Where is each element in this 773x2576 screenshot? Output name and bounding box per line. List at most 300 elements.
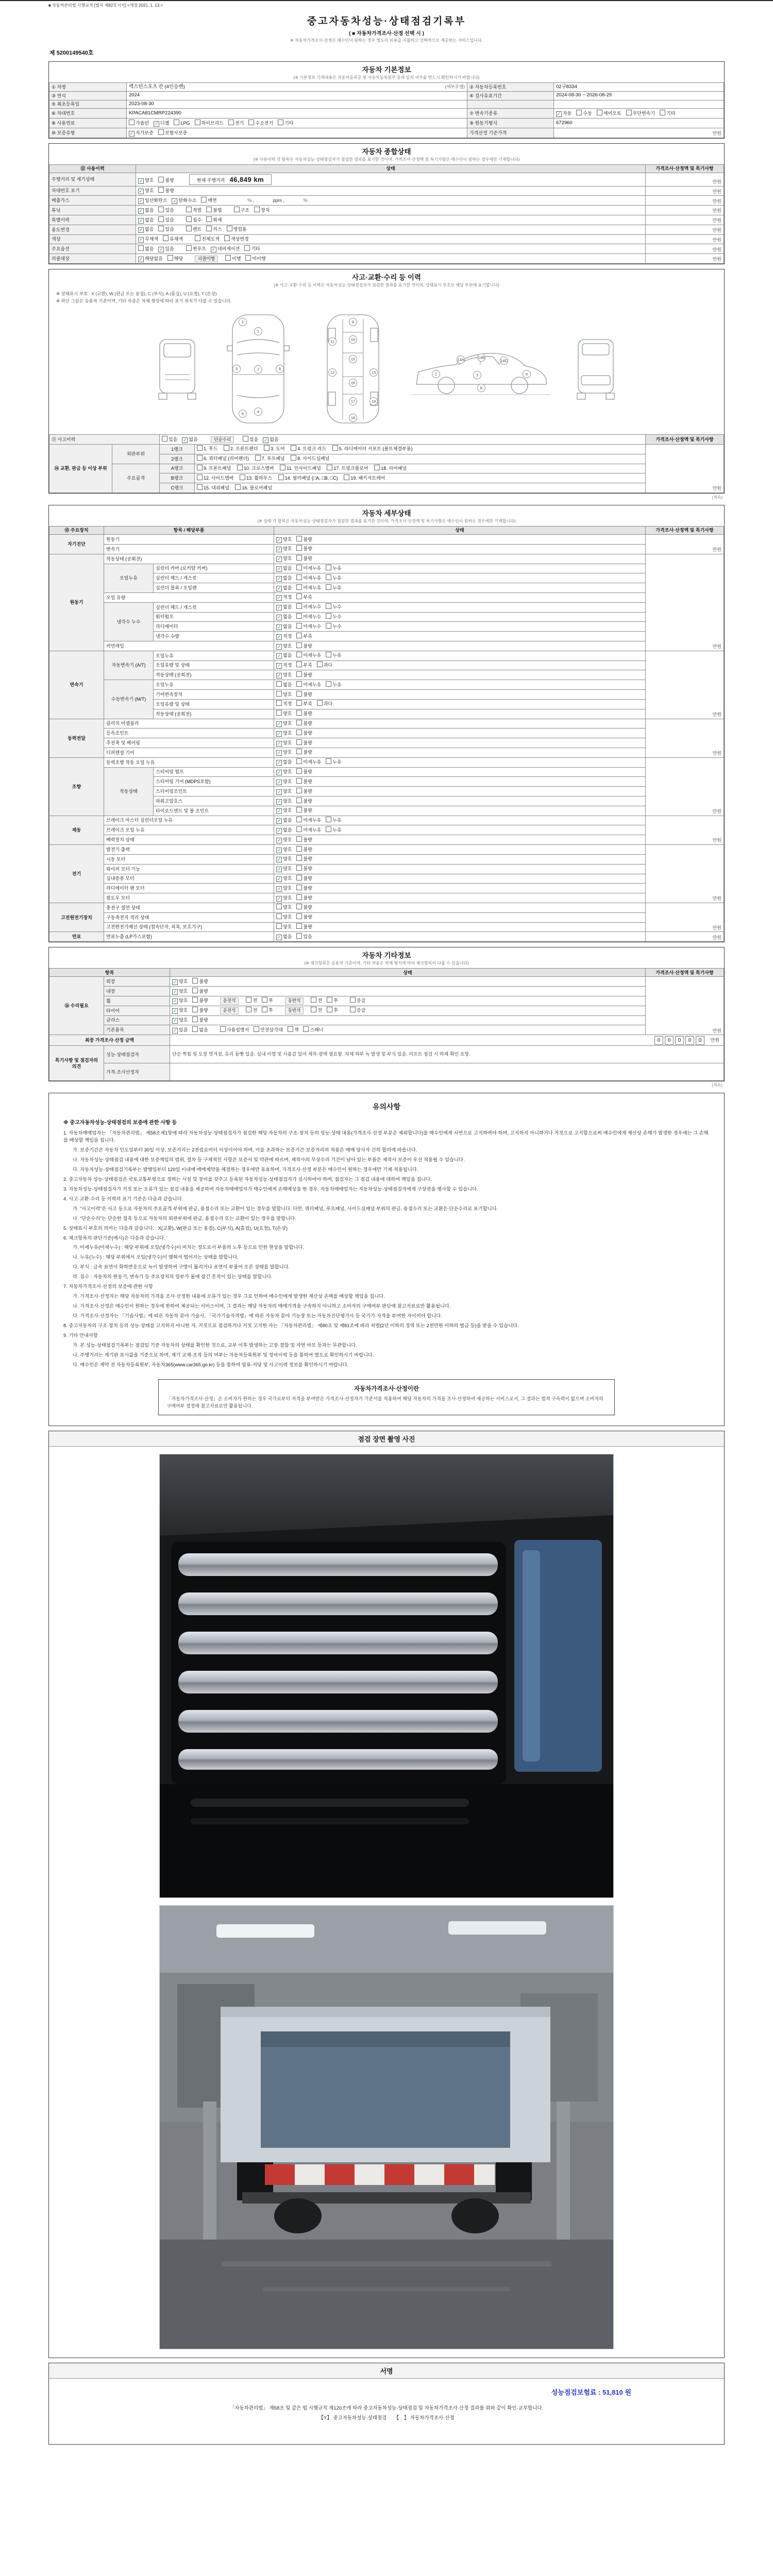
- checkbox-unchecked: 누유: [326, 565, 341, 571]
- status-cell: [170, 987, 646, 996]
- option-group: [138, 198, 222, 204]
- inline-sublabel: 동반석: [285, 997, 304, 1004]
- basic-info-title: 자동차 기본정보: [362, 66, 411, 74]
- checkbox-checked: ✓ 양호: [277, 536, 292, 543]
- checkbox-unchecked: 없음: [192, 1026, 208, 1033]
- rank-label: A랭크: [160, 464, 195, 473]
- status-text: ％ , ppm , ％: [228, 197, 308, 203]
- column-header: 항목: [49, 969, 170, 977]
- checkbox-box-icon: ✓: [129, 130, 134, 136]
- odometer-box: 현재 주행거리 46,849 km: [189, 174, 272, 185]
- svg-text:8: 8: [278, 366, 281, 371]
- checkbox-checked: ✓ 양호: [277, 798, 292, 804]
- column-header: ⑮ 주요장치: [49, 526, 104, 534]
- field-label: ⑩ 보증유형: [49, 128, 127, 138]
- notice-paragraph: 나. “단순수리”는 단순한 접촉 등으로 자동차의 외판부위에 판금, 용접수리 또는 교환이 있는 경우를 말합니다.: [73, 1215, 296, 1221]
- warranty-options: [127, 128, 467, 138]
- checkbox-checked: ✓ 없음: [139, 207, 154, 213]
- status-cell: [274, 602, 646, 612]
- field-label: 특별이력: [49, 215, 136, 225]
- checkbox-unchecked: 구조: [234, 207, 249, 213]
- device-group-label: 변속기: [49, 651, 104, 719]
- column-header: 가격조사·산정액 및 특기사항: [646, 435, 724, 445]
- checkbox-box-icon: [296, 826, 302, 832]
- column-header: 가격조사·산정액 및 특기사항: [646, 526, 724, 534]
- checkbox-checked: ✓ 없음: [277, 623, 292, 630]
- price-unit-cell: 만원: [646, 816, 724, 844]
- checkbox-unchecked: 안전삼각대: [254, 1026, 282, 1033]
- checkbox-unchecked: 미세누유: [296, 817, 321, 823]
- checkbox-unchecked: 없음: [276, 681, 292, 688]
- checkbox-box-icon: ✓: [173, 198, 177, 204]
- status-cell: [170, 1025, 646, 1035]
- option-group: [186, 246, 265, 252]
- status-cell: [274, 767, 646, 777]
- price-unit-cell: 만원: [646, 977, 724, 1035]
- panel-checkbox-unchecked: 17. 트렁크플로어: [327, 465, 368, 471]
- device-group-label: 전기: [49, 845, 104, 903]
- checkbox-box-icon: [246, 997, 251, 1003]
- checkbox-unchecked: 하이브리드: [195, 120, 224, 126]
- notice-paragraph: 다. 매수인은 계약 전 자동차등록원부, 자동차365(www.car365.go.kr) 등을 통하여 압류·저당 및 사고이력 정보를 확인하시기 바랍니다.: [73, 1362, 349, 1367]
- field-label: 튜닝: [49, 206, 136, 215]
- status-cell: [274, 592, 646, 602]
- option-group: [234, 208, 275, 213]
- checkbox-box-icon: [296, 933, 302, 939]
- checkbox-box-icon: [192, 1007, 198, 1012]
- vehicle-name-value: 렉스턴스포츠 칸 (4인승밴) (세부모델): [127, 83, 467, 92]
- checkbox-checked: ✓ 양호: [139, 188, 154, 194]
- checkbox-checked: ✓ 적정: [277, 663, 292, 669]
- option-group: [172, 979, 213, 985]
- item-label: 라디에이터: [154, 622, 274, 632]
- status-cell: [170, 977, 646, 987]
- option-group: [172, 1008, 213, 1013]
- detail-title: 자동차 세부상태: [362, 509, 411, 517]
- status-cell: [274, 864, 646, 874]
- field-label: ② 자동차등록번호: [467, 83, 554, 92]
- checkbox-box-icon: [597, 110, 602, 115]
- checkbox-box-icon: [167, 255, 173, 261]
- etc-item-label: 휠: [104, 996, 170, 1006]
- option-group: [311, 998, 342, 1004]
- page-subtitle-note: ※ 자동차가격조사·산정은 매수인이 원하는 경우 별도의 비용을 지불하고 선택적으로 제공받는 서비스입니다.: [290, 38, 483, 43]
- checkbox-box-icon: [660, 110, 665, 115]
- checkbox-box-icon: ✓: [277, 585, 281, 591]
- inline-sublabel: 리콜이행: [195, 256, 218, 262]
- checkbox-box-icon: ✓: [277, 808, 281, 814]
- notices-title: 유의사항: [372, 1103, 401, 1111]
- checkbox-box-icon: [206, 226, 212, 231]
- checkbox-checked: ✓ 적정: [277, 633, 292, 639]
- state-code-legend: ※ 상태표시 부호 : X (교환), W (판금 또는 용접), C (부식), A (흠집), U (요철), T (손상): [56, 291, 217, 297]
- checkbox-box-icon: [296, 642, 302, 648]
- checkbox-unchecked: 미세누유: [296, 565, 321, 571]
- checkbox-box-icon: [326, 826, 331, 832]
- checkbox-unchecked: 불량: [296, 710, 312, 717]
- status-cell: [274, 893, 646, 903]
- checkbox-box-icon: ✓: [277, 789, 281, 794]
- checkbox-box-icon: ✓: [277, 760, 281, 766]
- checkbox-box-icon: [248, 120, 254, 125]
- price-unit-cell: 만원: [646, 535, 724, 554]
- overall-note: (※ 사용이력 각 항목은 자동차성능·상태점검자가 점검한 결과를 표기한 것이며, 가격조사·산정액 및 특기사항은 매수인이 원하는 경우에만 기재합니다): [253, 157, 520, 162]
- checkbox-box-icon: [163, 235, 169, 241]
- checkbox-box-icon: ✓: [277, 547, 281, 552]
- checkbox-checked: ✓ 양호: [277, 885, 292, 891]
- notice-paragraph: 나. 가격조사·산정은 매수인이 원하는 경우에 한하여 제공되는 서비스이며, 그 결과는 해당 자동차의 매매가격을 구속하지 아니하고 소비자의 구매여부 판단에 참고자료로만 활용됩니다.: [73, 1303, 451, 1309]
- checkbox-unchecked: 불량: [158, 187, 174, 194]
- checkbox-unchecked: 사용설명서: [220, 1026, 249, 1033]
- item-label: 원동기: [104, 535, 274, 545]
- diagram-basis-legend: ※ 하단 그림은 승용차 기준이며, 기타 차종은 차체 형상에 따라 표기 위치가 다를 수 있습니다.: [56, 298, 232, 304]
- checkbox-box-icon: [228, 120, 234, 125]
- checkbox-unchecked: LPG: [174, 120, 190, 126]
- column-header: 가격조사·산정액 및 특기사항: [646, 164, 724, 173]
- base-price-unit: 만원: [554, 128, 724, 138]
- status-cell: [274, 757, 646, 767]
- checkbox-checked: ✓ 없음: [277, 818, 292, 824]
- document-number: 제 5200149540호: [49, 50, 94, 56]
- panel-checkbox-unchecked: 13. 휠하우스: [240, 474, 272, 481]
- checkbox-box-icon: ✓: [277, 643, 281, 649]
- checkbox-checked: ✓ 양호: [173, 988, 188, 994]
- field-label: [467, 100, 554, 109]
- status-cell: [136, 196, 646, 206]
- checkbox-unchecked: 무단변속기: [626, 110, 655, 116]
- notice-paragraph: 가. 미세누유(미세누수) : 해당 부위에 오일(냉각수)이 비치는 정도로서 부품의 노후 등으로 인한 현상을 말합니다.: [73, 1245, 304, 1250]
- option-group: [138, 188, 179, 194]
- checkbox-box-icon: [192, 978, 198, 984]
- checkbox-box-icon: [296, 798, 302, 803]
- checkbox-box-icon: [296, 788, 302, 793]
- status-cell: [274, 884, 646, 893]
- checkbox-box-icon: [234, 207, 240, 212]
- checkbox-box-icon: [162, 436, 167, 442]
- car-side-view-diagram: [409, 337, 553, 401]
- field-label: 색상: [49, 234, 136, 244]
- checkbox-checked: ✓ 없음: [277, 585, 292, 591]
- svg-text:7: 7: [257, 367, 260, 372]
- device-group-label: 연료: [49, 932, 104, 942]
- item-label: 디퍼렌셜 기어: [104, 748, 274, 757]
- checkbox-box-icon: ✓: [277, 566, 281, 572]
- status-cell: [274, 912, 646, 922]
- item-label: 스티어링조인트: [154, 787, 274, 796]
- panel-checkbox-unchecked: 2. 프론트펜더: [224, 445, 258, 452]
- checkbox-box-icon: ✓: [277, 770, 281, 775]
- status-cell: [274, 835, 646, 845]
- etc-item-label: 글라스: [104, 1015, 170, 1025]
- inspection-photo-front-grille: [159, 1454, 614, 1898]
- checkbox-unchecked: 후: [327, 997, 338, 1004]
- checkbox-unchecked: 후: [327, 1007, 338, 1013]
- checkbox-unchecked: 불량: [296, 913, 312, 920]
- checkbox-checked: ✓ 네비게이션: [211, 246, 240, 252]
- checkbox-box-icon: [129, 120, 135, 125]
- etc-title: 자동차 기타정보: [362, 952, 411, 960]
- field-label: 주행거리 및 계기상태: [49, 173, 136, 187]
- checkbox-box-icon: [296, 836, 302, 842]
- checkbox-checked: ✓ 양호: [277, 556, 292, 562]
- field-label: ③ 연식: [49, 91, 127, 100]
- inspector-opinion-label: 특기사항 및 점검자의 의견: [49, 1046, 104, 1081]
- checkbox-unchecked: 누유: [326, 652, 341, 658]
- item-label: 시동 모터: [104, 854, 274, 864]
- item-label: 스티어링 기어 (MDPS포함): [154, 777, 274, 787]
- item-label: 워터펌프: [154, 612, 274, 622]
- inspection-record-document: [48, 1, 725, 2445]
- item-label: 커먼레일: [104, 641, 274, 651]
- checkbox-box-icon: [296, 807, 302, 812]
- checkbox-checked: ✓ 없음: [277, 934, 292, 940]
- odometer-value: 46,849 km: [229, 175, 264, 183]
- status-cell: [136, 215, 646, 225]
- item-label: 와이퍼 모터 기능: [104, 864, 274, 874]
- checkbox-box-icon: [303, 1026, 309, 1032]
- checkbox-unchecked: 침수: [186, 216, 201, 223]
- panel-checkbox-unchecked: 7. 루프패널: [255, 455, 285, 462]
- checkbox-box-icon: ✓: [264, 437, 268, 443]
- checkbox-unchecked: 있음: [158, 207, 174, 213]
- checkbox-box-icon: [246, 1007, 251, 1012]
- checkbox-box-icon: [311, 997, 316, 1003]
- checkbox-unchecked: 후: [262, 997, 273, 1004]
- status-cell: [136, 186, 646, 196]
- continuation-marker: (계속): [712, 1083, 722, 1088]
- checkbox-unchecked: 누유: [326, 681, 341, 688]
- checkbox-box-icon: [296, 739, 302, 745]
- item-label: 배력장치 상태: [104, 835, 274, 845]
- sub-assembly-label: 작동상태: [104, 767, 154, 816]
- checkbox-box-icon: [326, 758, 331, 764]
- sub-assembly-label: 수동변속기 (M/T): [104, 680, 154, 719]
- field-label: ⑬ 사고이력: [49, 435, 160, 445]
- final-price-label: 최종 가격조사·산정 금액: [49, 1035, 170, 1046]
- repair-needed-group-label: ⑯ 수리필요: [49, 977, 104, 1035]
- item-label: 오일누유: [154, 680, 274, 690]
- transmission-options: [554, 109, 724, 118]
- checkbox-box-icon: [186, 226, 192, 231]
- checkbox-unchecked: 후: [262, 1007, 273, 1013]
- notice-paragraph: 4. 사고·교환·수리 등 이력의 표기 기준은 다음과 같습니다.: [63, 1196, 183, 1201]
- option-group: [138, 246, 179, 252]
- checkbox-box-icon: ✓: [277, 876, 281, 882]
- checkbox-box-icon: [224, 235, 230, 241]
- notice-paragraph: 다. 자동차성능·상태점검기록부는 발행일부터 120일 이내에 매매계약을 체결하는 경우에만 유효하며, 가격조사·산정 부분은 매수인이 원하는 경우에만 기재·적용됩니다.: [73, 1166, 418, 1172]
- checkbox-unchecked: 불량: [296, 836, 312, 843]
- checkbox-unchecked: 불량: [296, 778, 312, 785]
- checkbox-box-icon: ✓: [277, 895, 281, 901]
- checkbox-box-icon: [296, 923, 302, 929]
- status-cell: [274, 748, 646, 757]
- item-label: 브레이크 마스터 실린더오일 누유: [104, 816, 274, 825]
- item-label: 오일유량 및 상태: [154, 699, 274, 709]
- checkbox-unchecked: 기타: [660, 110, 675, 116]
- checkbox-box-icon: [326, 652, 331, 657]
- checkbox-box-icon: ✓: [277, 818, 281, 824]
- svg-text:11: 11: [330, 339, 334, 344]
- checkbox-checked: ✓ 양호: [277, 778, 292, 785]
- svg-text:9: 9: [351, 319, 355, 325]
- item-label: 발전기 출력: [104, 845, 274, 855]
- checkbox-box-icon: ✓: [557, 111, 561, 116]
- checkbox-box-icon: ✓: [159, 246, 163, 252]
- price-unit-cell: 만원: [646, 903, 724, 931]
- price-unit-cell: 만원: [646, 651, 724, 719]
- checkbox-box-icon: [296, 730, 302, 735]
- price-unit-cell: 만원: [646, 234, 724, 244]
- checkbox-unchecked: 있음: [158, 226, 174, 232]
- checkbox-unchecked: 양호: [276, 904, 292, 910]
- checkbox-unchecked: 양호: [276, 710, 292, 717]
- checkbox-checked: ✓ 없음: [277, 827, 292, 833]
- notice-paragraph: 3. 자동차성능·상태점검자가 거짓 또는 오류가 있는 점검 내용을 제공하여 자동차매매업자가 매수인에게 손해배상을 한 경우, 자동차매매업자는 자동차성능·상태점검자에게 구상권을 행사할 수 있습니다.: [63, 1186, 478, 1192]
- fee-label: 성능점검보험료 :: [551, 2388, 601, 2396]
- checkbox-box-icon: [326, 565, 331, 570]
- overall-title: 자동차 종합상태: [362, 147, 411, 156]
- checkbox-box-icon: [326, 681, 331, 687]
- detail-note: (※ 상태 각 항목은 자동차성능·상태점검자가 점검한 결과를 표기한 것이며, 가격조사·산정액 및 특기사항은 매수인이 원하는 경우에만 기재합니다): [257, 518, 516, 523]
- checkbox-box-icon: [311, 1007, 316, 1012]
- checkbox-box-icon: [296, 855, 302, 861]
- notice-paragraph: 나. 누유(누수) : 해당 부위에서 오일(냉각수)이 맺혀서 떨어지는 상태를 말합니다.: [73, 1255, 239, 1260]
- checkbox-box-icon: [296, 710, 302, 716]
- checkbox-unchecked: 미세누유: [296, 652, 321, 658]
- checkbox-box-icon: ✓: [277, 867, 281, 872]
- inspection-photos-section: [48, 1431, 725, 2358]
- checkbox-box-icon: [192, 988, 198, 993]
- checkbox-box-icon: [220, 1026, 226, 1032]
- price-unit-cell: 만원: [646, 215, 724, 225]
- checkbox-unchecked: 불량: [296, 768, 312, 775]
- checkbox-unchecked: 스패너: [303, 1026, 323, 1033]
- price-unit-cell: 만원: [646, 444, 724, 493]
- checkbox-unchecked: 불량: [296, 865, 312, 872]
- checkbox-box-icon: [326, 613, 331, 619]
- checkbox-unchecked: 양호: [276, 913, 292, 920]
- checkbox-unchecked: 누수: [326, 603, 341, 610]
- svg-text:6: 6: [241, 411, 244, 416]
- checkbox-unchecked: 과다: [317, 700, 332, 707]
- svg-text:13: 13: [371, 370, 376, 375]
- price-unit-cell: 만원: [646, 845, 724, 903]
- checkbox-box-icon: [326, 584, 331, 590]
- checkbox-unchecked: 미세누수: [296, 603, 321, 610]
- checkbox-unchecked: 누유: [326, 584, 341, 591]
- checkbox-box-icon: [192, 997, 198, 1003]
- checkbox-checked: ✓ 탄화수소: [173, 197, 197, 204]
- checkbox-checked: ✓ 없음: [277, 566, 292, 572]
- checkbox-box-icon: ✓: [277, 615, 281, 620]
- checkbox-box-icon: ✓: [173, 1018, 177, 1024]
- etc-item-label: 외장: [104, 977, 170, 987]
- sub-assembly-label: 자동변속기 (A/T): [104, 651, 154, 680]
- checkbox-unchecked: 과다: [317, 662, 332, 668]
- checkbox-unchecked: 적정: [276, 700, 292, 707]
- checkbox-box-icon: [244, 245, 250, 251]
- checkbox-unchecked: 장치: [254, 207, 270, 213]
- svg-text:18: 18: [350, 415, 356, 420]
- model-year-value: 2024: [127, 91, 467, 100]
- item-label: 실린더 블록 / 오일팬: [154, 583, 274, 593]
- item-label: 고전원전기배선 상태 (접속단자, 피복, 보호기구): [104, 922, 274, 932]
- svg-text:3: 3: [235, 366, 238, 371]
- checkbox-unchecked: 보험사보증: [158, 129, 187, 136]
- panel-checkbox-unchecked: 4. 트렁크 리드: [291, 445, 326, 452]
- checkbox-checked: ✓ 양호: [277, 721, 292, 727]
- checkbox-box-icon: [276, 681, 282, 687]
- option-group: [195, 236, 254, 242]
- checkbox-unchecked: 기타: [244, 245, 260, 252]
- price-unit-cell: 만원: [646, 254, 724, 264]
- device-group-label: 동력전달: [49, 719, 104, 757]
- panel-checkbox-unchecked: 11. 인사이드패널: [280, 465, 321, 471]
- sub-assembly-label: 오일누유: [104, 564, 154, 592]
- checkbox-box-icon: [296, 681, 302, 687]
- panel-part-label: 주요골격: [112, 464, 160, 493]
- status-cell: [274, 825, 646, 835]
- checkbox-checked: ✓ 양호: [173, 1018, 188, 1024]
- checkbox-unchecked: 불량: [192, 1016, 208, 1023]
- accident-note: (※ 사고·교환·수리 등 이력은 자동차성능·상태점검자가 점검한 결과를 표기한 것이며, 상태표시 부호로 해당 부위에 표기합니다): [274, 283, 499, 288]
- checkbox-checked: ✓ 양호: [277, 856, 292, 862]
- checkbox-checked: ✓ 양호: [277, 730, 292, 736]
- column-header: 상태: [170, 969, 646, 977]
- checkbox-checked: ✓ 적정: [277, 595, 292, 601]
- item-label: 브레이크 오일 누유: [104, 825, 274, 835]
- checkbox-checked: ✓ 디젤: [154, 120, 170, 126]
- notice-paragraph: 6. 체크항목의 판단기준(예시)은 다음과 같습니다.: [63, 1235, 165, 1241]
- column-header: 가격조사·산정액 및 특기사항: [646, 969, 724, 977]
- notice-paragraph: 1. 자동차매매업자는 「자동차관리법」 제58조제1항에 따라 자동차성능·상태점검자가 점검한 해당 자동차의 구조·장치 등의 성능·상태 내용(가격조사·산정 부분은 제외합니다)을 매수인에게 서면으로 고지하여야 하며, 고지하지 아니하거나 거짓으로 고지함으로써 매수인에게 재산상 손해가 발생한 경우에는 그 손해를 배상할 책임을 집니다.: [63, 1130, 709, 1143]
- svg-text:10: 10: [350, 337, 356, 342]
- checkbox-box-icon: [276, 913, 282, 919]
- checkbox-unchecked: 미이행: [245, 255, 265, 262]
- status-cell: [274, 874, 646, 884]
- checkbox-checked: ✓ 양호: [277, 788, 292, 794]
- notices-intro: ※ 중고자동차성능·상태점검의 보증에 관한 사항 등: [63, 1120, 177, 1126]
- checkbox-box-icon: ✓: [277, 740, 281, 746]
- checkbox-unchecked: 전체도색: [195, 235, 220, 242]
- option-group: [138, 236, 188, 242]
- option-group: [138, 178, 179, 183]
- checkbox-box-icon: ✓: [139, 189, 143, 194]
- price-appraisal-definition-body: 「자동차가격조사·산정」은 소비자가 원하는 경우 국가로부터 자격을 부여받은 가격조사·산정자가 기준서를 적용하여 해당 자동차의 가격을 조사·산정하여 제공하는 서비스로서, 그 결과는 법적 구속력이 없으며 소비자의 구매여부 결정에 참고자료로만 활용됩니다.: [166, 1396, 603, 1409]
- device-group-label: 고전원전기장치: [49, 903, 104, 931]
- plate-number-value: 02구8334: [554, 83, 724, 92]
- rank-label: 1랭크: [160, 444, 195, 454]
- status-cell: [170, 996, 646, 1006]
- price-digit-box: 0: [654, 1036, 663, 1045]
- checkbox-box-icon: [201, 197, 207, 202]
- checkbox-unchecked: 없음: [138, 245, 154, 252]
- checkbox-unchecked: 불량: [296, 671, 312, 678]
- checkbox-box-icon: [276, 923, 282, 929]
- option-group: [172, 998, 213, 1004]
- price-unit-cell: 만원: [646, 186, 724, 196]
- checkbox-unchecked: 미세누유: [296, 681, 321, 688]
- notice-paragraph: 가. “사고이력”은 사고 등으로 자동차의 주요골격 부위에 판금, 용접수리 또는 교환이 있는 경우를 말합니다. 다만, 쿼터패널, 루프패널, 사이드실패널 부위의 판금, 용접수리 또는 교환은 단순수리로 표기합니다.: [73, 1206, 498, 1211]
- device-group-label: 제동: [49, 816, 104, 844]
- checkbox-box-icon: [296, 603, 302, 609]
- panel-checkbox-unchecked: 14. 필러패널 (□A, □B, □C): [278, 474, 338, 481]
- checkbox-box-icon: [158, 207, 164, 212]
- item-label: 연료누출 (LP가스포함): [104, 932, 274, 942]
- signature-title: 서명: [49, 2363, 724, 2379]
- car-front-view-diagram: [153, 310, 202, 428]
- checkbox-box-icon: [254, 1026, 259, 1032]
